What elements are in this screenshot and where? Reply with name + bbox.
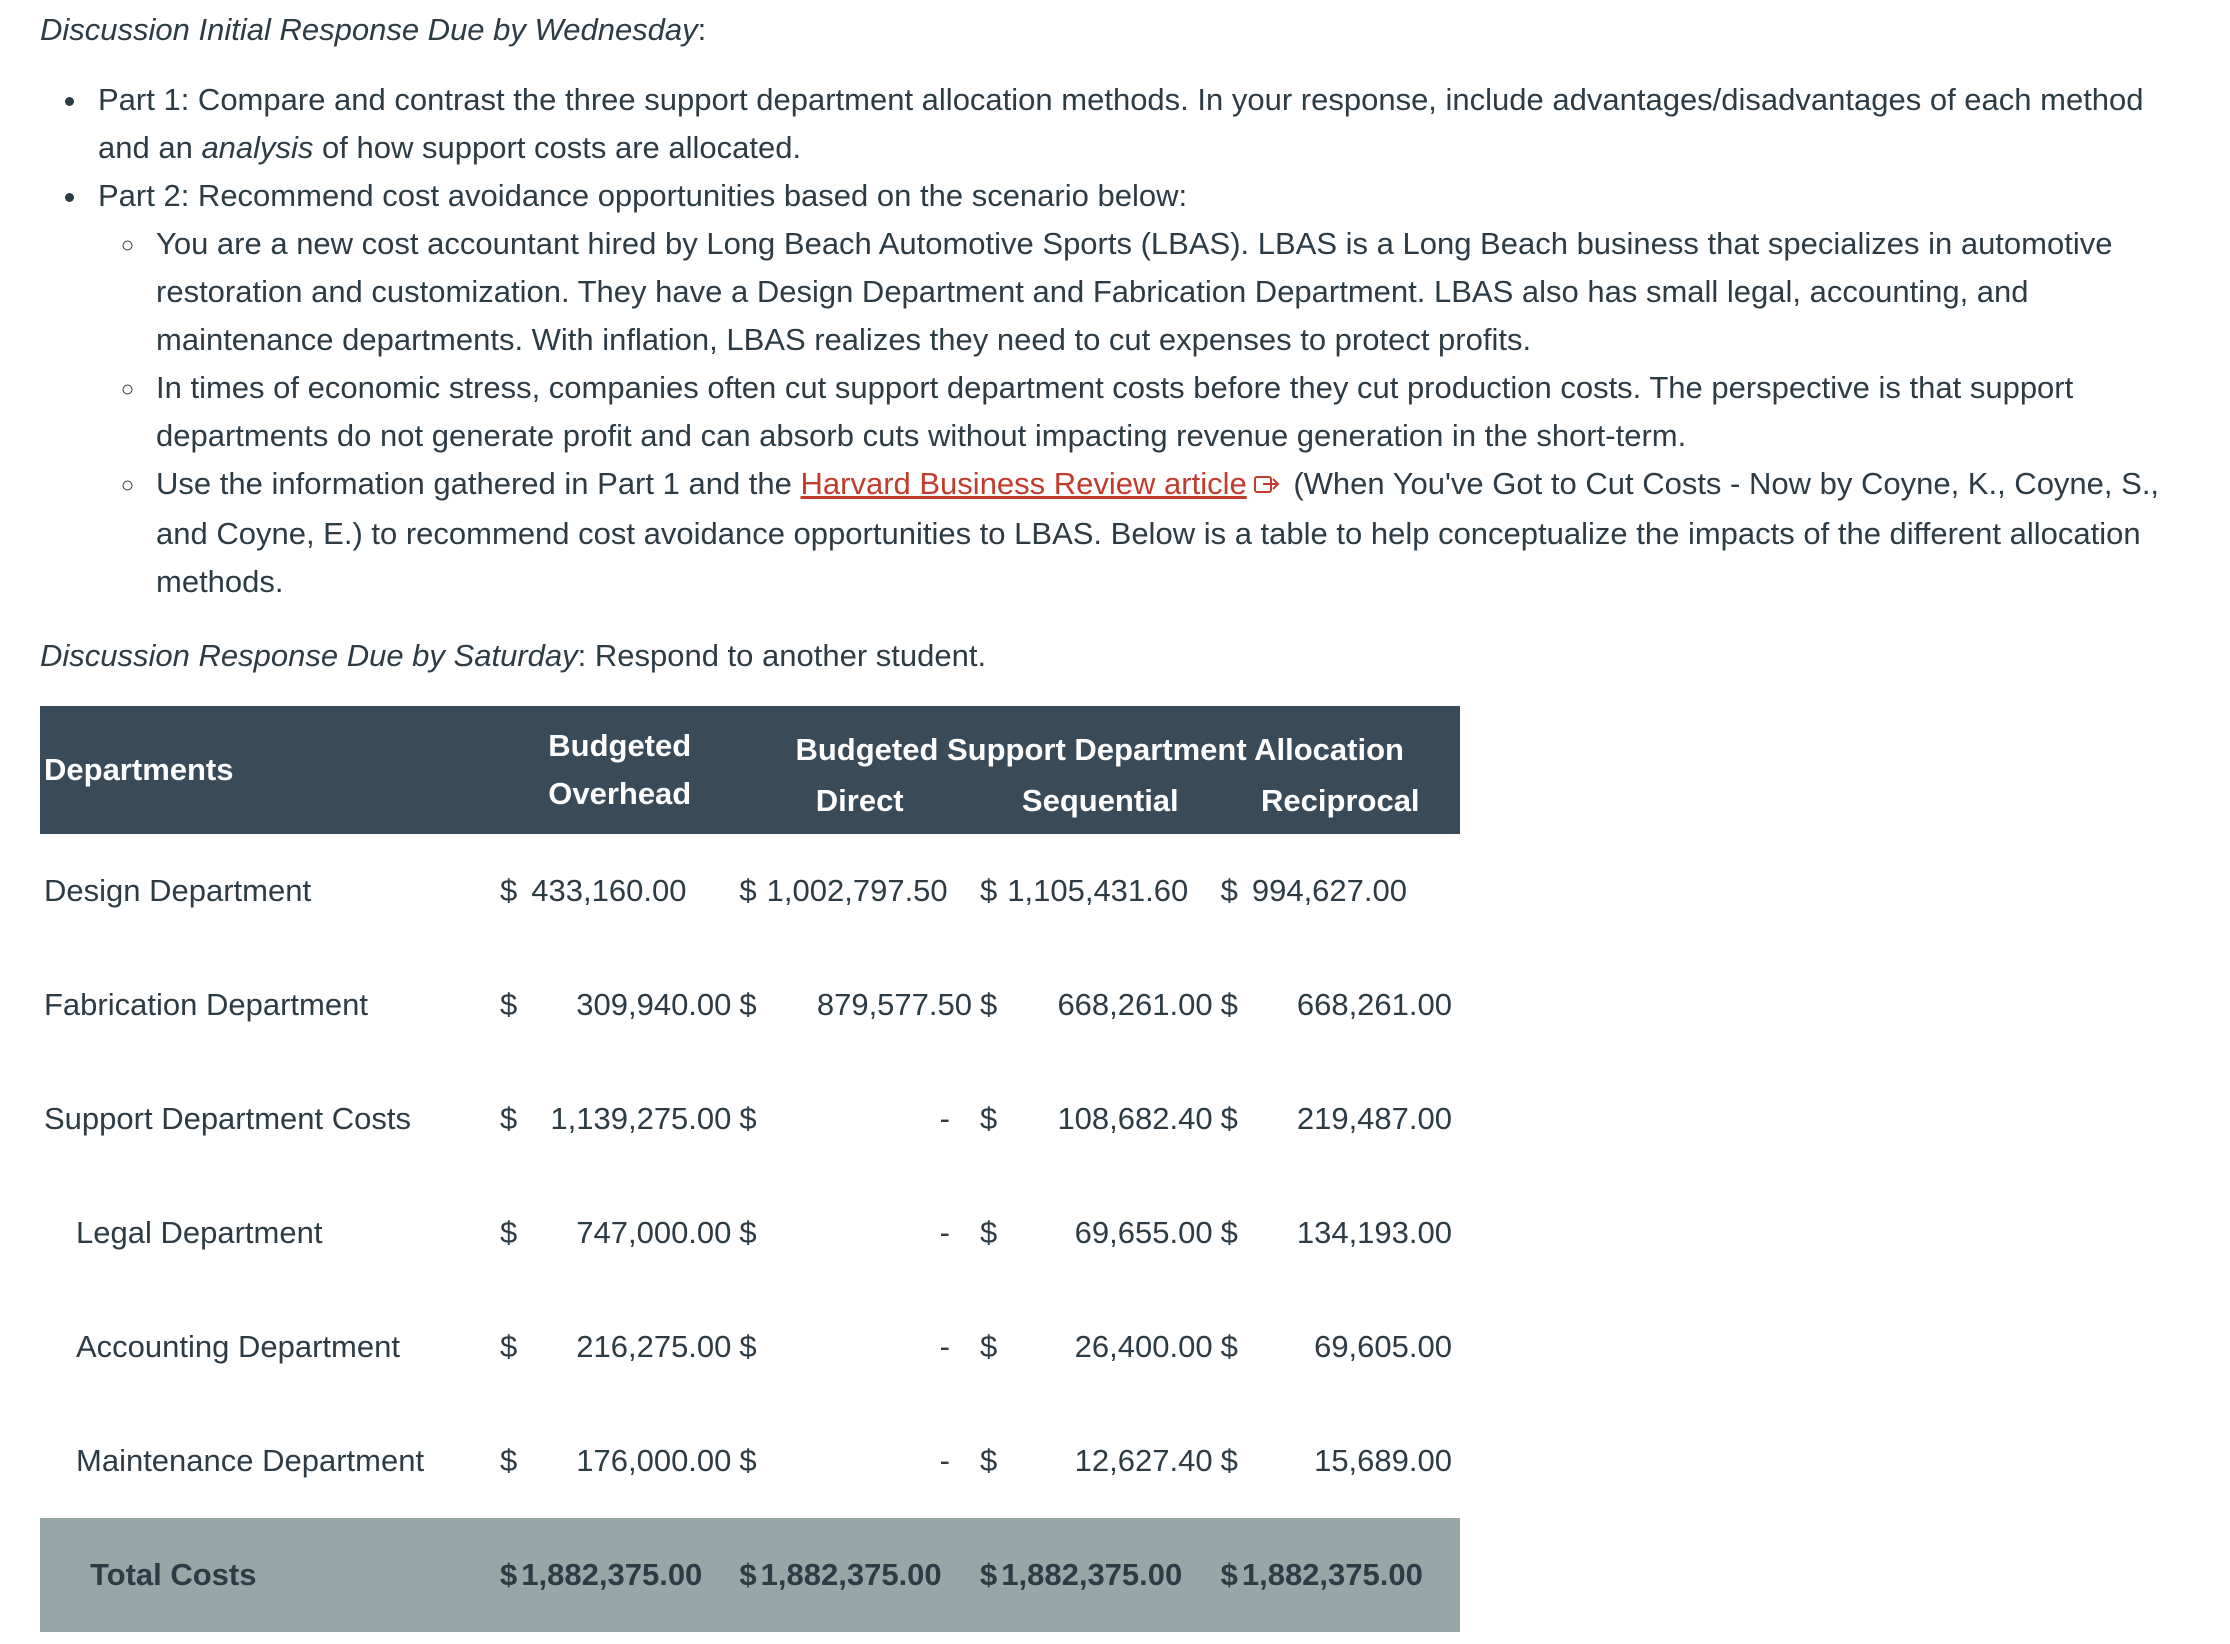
cell-sequential: [980, 948, 1221, 1062]
cell-overhead: [500, 1290, 739, 1404]
currency-symbol: $: [980, 1100, 998, 1136]
parts-list: [40, 76, 2180, 606]
value-overhead: 433,160.00: [531, 872, 687, 908]
row-department-name: Support Department Costs: [44, 1100, 412, 1136]
value-direct: 879,577.50: [816, 986, 972, 1022]
value-reciprocal: 15,689.00: [1314, 1442, 1452, 1478]
cell-sequential: [980, 1404, 1221, 1518]
value-total-reciprocal: 1,882,375.00: [1241, 1556, 1423, 1592]
cell-reciprocal: [1221, 1176, 1460, 1290]
value-sequential: 69,655.00: [1074, 1214, 1213, 1250]
currency-symbol: $: [739, 986, 757, 1022]
part1-text-end: of how support costs are allocated.: [313, 130, 802, 165]
currency-symbol: $: [739, 1214, 757, 1250]
currency-symbol: $: [500, 1442, 518, 1478]
cell-overhead: [500, 834, 739, 948]
value-overhead: 309,940.00: [576, 986, 732, 1022]
row-department-name: Design Department: [44, 872, 312, 908]
cell-reciprocal: [1221, 834, 1460, 948]
total-label: Total Costs: [40, 1518, 500, 1632]
value-sequential: 108,682.40: [1057, 1100, 1213, 1136]
economic-stress-item: ◦ In times of economic stress, companies often cut support department costs before they cut production costs. The perspective is that support departments do not generate profit and can absorb cuts without impacting revenue generation in the short-term.: [148, 364, 2180, 460]
currency-symbol: $: [1220, 872, 1238, 908]
initial-due-colon: :: [697, 12, 707, 47]
cell-reciprocal: [1221, 948, 1460, 1062]
cell-overhead: [500, 1062, 739, 1176]
external-link-icon[interactable]: [1253, 462, 1281, 510]
initial-due-label: Discussion Initial Response Due by Wednesday: [40, 12, 698, 47]
recommend-text: Use the information gathered in Part 1 and the: [156, 466, 801, 501]
table-row: [40, 1176, 1460, 1290]
currency-symbol: $: [739, 1100, 757, 1136]
currency-symbol: $: [980, 1556, 998, 1592]
currency-symbol: $: [500, 1100, 518, 1136]
value-overhead: 216,275.00: [576, 1328, 732, 1364]
currency-symbol: $: [1220, 1328, 1238, 1364]
total-reciprocal: [1221, 1518, 1460, 1632]
currency-symbol: $: [500, 1556, 518, 1592]
table-row: [40, 1290, 1460, 1404]
value-sequential: 12,627.40: [1074, 1442, 1213, 1478]
discussion-page: [40, 0, 2180, 1632]
value-direct: -: [939, 1214, 950, 1250]
row-department-name: Maintenance Department: [76, 1442, 425, 1478]
currency-symbol: $: [739, 1442, 757, 1478]
total-row: [40, 1518, 1460, 1632]
response-due-heading: [40, 634, 2180, 678]
row-department-name: Legal Department: [76, 1214, 323, 1250]
cell-reciprocal: [1221, 1404, 1460, 1518]
cell-sequential: [980, 1062, 1221, 1176]
total-overhead: [500, 1518, 739, 1632]
cell-reciprocal: [1221, 1290, 1460, 1404]
total-sequential: [980, 1518, 1221, 1632]
value-total-overhead: 1,882,375.00: [521, 1556, 703, 1592]
cell-overhead: [500, 1176, 739, 1290]
header-budgeted-line1: Budgeted: [548, 727, 692, 763]
currency-symbol: $: [980, 1328, 998, 1364]
cell-direct: [739, 1062, 980, 1176]
value-direct: -: [939, 1100, 950, 1136]
cell-direct: [739, 834, 980, 948]
value-overhead: 176,000.00: [576, 1442, 732, 1478]
table-row: [40, 948, 1460, 1062]
cell-direct: [739, 1176, 980, 1290]
header-reciprocal: Reciprocal: [1221, 768, 1460, 834]
currency-symbol: $: [500, 986, 518, 1022]
value-reciprocal: 69,605.00: [1314, 1328, 1452, 1364]
header-allocation-group: Budgeted Support Department Allocation: [739, 706, 1460, 768]
initial-due-heading: [40, 8, 2180, 52]
part2-text: Part 2: Recommend cost avoidance opportunities based on the scenario below:: [98, 178, 1188, 213]
value-sequential: 26,400.00: [1074, 1328, 1213, 1364]
cell-reciprocal: [1221, 1062, 1460, 1176]
cell-overhead: [500, 948, 739, 1062]
value-reciprocal: 219,487.00: [1296, 1100, 1452, 1136]
header-budgeted-overhead: [500, 706, 739, 834]
hbr-article-link[interactable]: Harvard Business Review article: [800, 466, 1247, 501]
table-row: [40, 1062, 1460, 1176]
currency-symbol: $: [980, 986, 998, 1022]
currency-symbol: $: [739, 1328, 757, 1364]
value-total-sequential: 1,882,375.00: [1001, 1556, 1183, 1592]
part2-item: [90, 172, 2180, 606]
currency-symbol: $: [1220, 1442, 1238, 1478]
scenario-item: ◦ You are a new cost accountant hired by Long Beach Automotive Sports (LBAS). LBAS is a Long Beach business that specializes in automotive restoration and customization. They have a Design Department and Fabrication Department. LBAS also has small legal, accounting, and maintenance departments. With inflation, LBAS realizes they need to cut expenses to protect profits.: [148, 220, 2180, 364]
header-sequential: Sequential: [980, 768, 1221, 834]
part2-sublist: [98, 220, 2180, 606]
value-direct: -: [939, 1328, 950, 1364]
cell-sequential: [980, 1290, 1221, 1404]
currency-symbol: $: [739, 872, 757, 908]
table-row: [40, 834, 1460, 948]
cell-sequential: [980, 834, 1221, 948]
response-due-text: : Respond to another student.: [577, 637, 987, 673]
response-due-label: Discussion Response Due by Saturday: [40, 637, 578, 673]
row-department-name: Fabrication Department: [44, 986, 368, 1022]
value-sequential: 668,261.00: [1057, 986, 1213, 1022]
value-overhead: 1,139,275.00: [550, 1100, 732, 1136]
row-department-name: Accounting Department: [76, 1328, 400, 1364]
currency-symbol: $: [739, 1556, 757, 1592]
cell-direct: [739, 1290, 980, 1404]
header-departments: Departments: [40, 706, 500, 834]
value-total-direct: 1,882,375.00: [760, 1556, 942, 1592]
value-reciprocal: 668,261.00: [1296, 986, 1452, 1022]
total-direct: [739, 1518, 980, 1632]
currency-symbol: $: [1220, 986, 1238, 1022]
table-row: [40, 1404, 1460, 1518]
currency-symbol: $: [980, 872, 998, 908]
currency-symbol: $: [980, 1442, 998, 1478]
currency-symbol: $: [1220, 1214, 1238, 1250]
value-direct: 1,002,797.50: [766, 872, 948, 908]
currency-symbol: $: [1220, 1556, 1238, 1592]
currency-symbol: $: [500, 872, 518, 908]
currency-symbol: $: [1220, 1100, 1238, 1136]
cell-direct: [739, 1404, 980, 1518]
header-budgeted-line2: Overhead: [548, 775, 692, 811]
recommend-text-end: (When You've Got to Cut Costs - Now by Coyne, K., Coyne, S., and Coyne, E.) to recommend cost avoidance opportunities to LBAS. Below is a table to help conceptualize the impacts of the different allocation methods.: [156, 466, 2160, 599]
currency-symbol: $: [980, 1214, 998, 1250]
currency-symbol: $: [500, 1214, 518, 1250]
recommend-item: [148, 460, 2180, 606]
cell-direct: [739, 948, 980, 1062]
part1-item: [90, 76, 2180, 172]
table-header-row: [40, 706, 1460, 768]
value-direct: -: [939, 1442, 950, 1478]
value-overhead: 747,000.00: [576, 1214, 732, 1250]
cell-sequential: [980, 1176, 1221, 1290]
value-reciprocal: 134,193.00: [1296, 1214, 1452, 1250]
cell-overhead: [500, 1404, 739, 1518]
value-sequential: 1,105,431.60: [1007, 872, 1189, 908]
currency-symbol: $: [500, 1328, 518, 1364]
header-direct: Direct: [739, 768, 980, 834]
part1-emphasis: analysis: [201, 130, 314, 165]
allocation-table: [40, 706, 1460, 1632]
value-reciprocal: 994,627.00: [1251, 872, 1407, 908]
part1-text: Part 1: Compare and contrast the three support department allocation methods. In your response, include advantages/disadvantages of each method and an: [98, 82, 2144, 165]
